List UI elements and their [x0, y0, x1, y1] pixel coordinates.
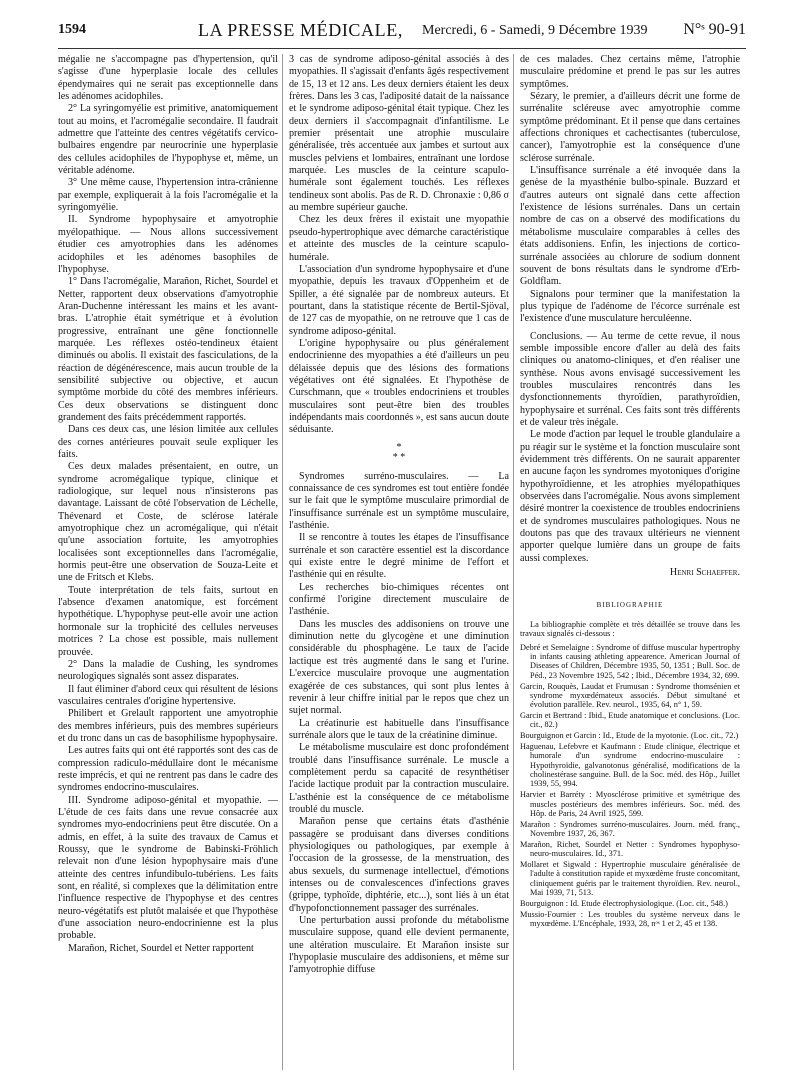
page-header — [58, 20, 746, 44]
journal-title: LA PRESSE MÉDICALE, — [198, 20, 403, 40]
issue-date: Mercredi, 6 - Samedi, 9 Décembre 1939 — [422, 23, 648, 38]
bibliography-title: BIBLIOGRAPHIE — [596, 601, 664, 610]
paragraph: Marañon pense que certains états d'asthénie passagère se produisant dans diverses conditions physiologiques ou pathologiques, par exemple à l'occasion de la grossesse, de la menstruation, des abus sexuels, du surmenage intellectuel, d'émotions intenses ou de convalescences d'infections graves (grippe, typhoïde, diphtérie, etc...), sont liés à un état d'hypofonctionnement passager des surrénales. — [289, 816, 509, 914]
paragraph: Dans ces deux cas, une lésion limitée aux cellules des cornes antérieures pouvait seule expliquer les faits. — [58, 424, 278, 460]
bibliography-intro: La bibliographie complète et très détaillée se trouve dans les travaux signalés ci-dessous : — [520, 619, 740, 639]
header-rule — [58, 48, 746, 49]
bibliography-entry: Garcin, Rouquès, Laudat et Frumusan : Syndrome thomsénien et syndrome myxœdémateux associés. Début simultané et évolution parallèle. Rev. neurol., 1935, 64, n° 1, 59. — [520, 681, 740, 710]
paragraph: Ces deux malades présentaient, en outre, un syndrome acromégalique typique, clinique et radiologique, sur lequel nous n'insisterons pas davantage. Laissant de côté l'observation de Léchelle, Thévenard et Coste, de sclérose latérale amyotrophique chez un acromégalique, qui n'était qu'une association fortuite, les amyotrophies localisées sont exceptionnelles dans l'acromégalie, hormis peut-être une observation de Souza-Leite et une de Fritsch et Klebs. — [58, 461, 278, 584]
paragraph: 3° Une même cause, l'hypertension intra-crânienne par exemple, expliquerait à la fois l'acromégalie et la syringomyélie. — [58, 177, 278, 214]
section-separator — [289, 443, 509, 463]
paragraph: 2° Dans la maladie de Cushing, les syndromes neurologiques signalés sont assez disparates. — [58, 658, 278, 683]
paragraph: 2° La syringomyélie est primitive, anatomiquement tout au moins, et l'acromégalie secondaire. Il faudrait admettre que l'atteinte des centres végétatifs cervico-bulbaires engendre par neurocrinie une hyperplasie des cellules acidophiles de l'hypophyse et, même, un véritable adénome. — [58, 103, 278, 177]
paragraph: Une perturbation aussi profonde du métabolisme musculaire suppose, quand elle devient permanente, une altération musculaire. Et Marañon insiste sur l'hypoplasie musculaire des addisoniens, et même sur l'amyotrophie diffuse — [289, 915, 509, 976]
column-1 — [58, 54, 278, 955]
section-heading-paragraph: II. Syndrome hypophysaire et amyotrophie myélopathique. — Nous allons successivement étudier ces amyotrophies dans les adénomes acidophiles et les adénomes basophiles de l'hypophyse. — [58, 214, 278, 275]
paragraph: Le métabolisme musculaire est donc profondément troublé dans l'insuffisance surrénale. Le muscle a complètement perdu sa capacité de resynthétiser l'acide lactique produit par la contraction musculaire. L'asthénie est la conséquence de ce métabolisme troublé du muscle. — [289, 742, 509, 815]
paragraph: Dans les muscles des addisoniens on trouve une diminution nette du glycogène et une diminution considérable du phosphagène. Le taux de l'acide lactique est très augmenté dans le sang et l'urine. L'exercice musculaire provoque une augmentation exagérée de ces substances, qui sont plus lentes à revenir à leur chiffre initial par le repos que chez un sujet normal. — [289, 618, 509, 717]
bibliography-entry: Mollaret et Sigwald : Hypertrophie musculaire généralisée de l'adulte à constitution rapide et myxœdème fruste concomitant, cliniquement guéris par le traitement thyroïdien. Rev. neurol., Mai 1939, 71, 513. — [520, 860, 740, 897]
conclusions-paragraph: Conclusions. — Au terme de cette revue, il nous semble impossible encore d'aller au delà des faits cliniques ou anatomo-cliniques, et d'en réaliser une synthèse. Nous avons envisagé successivement les troubles musculaires rencontrés dans les dysfonctionnements thyroïdien, parathyroïdien, hypophysaire et surrénal. Ces faits sont très différents et de valeur très inégale. — [520, 330, 740, 428]
section-heading-paragraph: III. Syndrome adiposo-génital et myopathie. — L'étude de ces faits dans une revue consacrée aux syndromes myo-endocriniens peut être discutée. On a admis, en effet, à la suite des travaux de Camus et Roussy, que le syndrome de Babinski-Fröhlich relevait non d'une lésion hypophysaire mais d'une atteinte des centres infundibulo-tubériens. Les faits sont, en réalité, si complexes que la délimitation entre l'influence respective de l'hypophyse et des centres neuro-végétatifs est plutôt malaisée et que l'hypothèse d'une association neuro-endocrinienne est la plus probable. — [58, 794, 278, 942]
paragraph: Philibert et Grelault rapportent une amyotrophie des membres inférieurs, puis des membres supérieurs et du tronc dans un cas de basophilisme hypophysaire. — [58, 708, 278, 744]
paragraph: Les autres faits qui ont été rapportés sont des cas de compression radiculo-médullaire dont le mécanisme reste imprécis, et qui ne rentrent pas dans le cadre des syndromes endocrino-musculaires. — [58, 745, 278, 794]
paragraph: Sézary, le premier, a d'ailleurs décrit une forme de surrénalite scléreuse avec amyotrophie comme symptôme prédominant. Et il pense que dans certaines affections chroniques et cachectisantes (tuberculose, cancer), l'amyotrophie est la conséquence d'une sclérose surrénale. — [520, 91, 740, 164]
bibliography-entry: Marañon, Richet, Sourdel et Netter : Syndromes hypophyso-neuro-musculaires. Id., 371. — [520, 839, 740, 859]
bibliography-entry: Harvier et Barréty : Myosclérose primitive et symétrique des muscles postérieurs des membres inférieurs. Soc. méd. des Hôp. de Paris, 24 Avril 1925, 599. — [520, 790, 740, 818]
paragraph: 3 cas de syndrome adiposo-génital associés à des myopathies. Il s'agissait d'enfants âgés respectivement de 15, 13 et 12 ans. Les deux derniers étaient les deux frères. Dans les 3 cas, l'adiposité datait de la naissance et le syndrome adiposo-génital était typique. Chez les deux derniers il s'accompagnait d'infantilisme. Le premier présentait une atrophie musculaire généralisée, très accentuée aux jambes et surtout aux muscles pelviens et lombaires, entraînant une lordose marquée. Les muscles de la ceinture scapulo-humérale sont également touchés. Les réflexes tendineux sont abolis. Pas de R. D. Chronaxie : 0,86 σ au membre supérieur gauche. — [289, 54, 509, 214]
bibliography-entry: Marañon : Syndromes surréno-musculaires. Journ. méd. franç., Novembre 1937, 26, 367. — [520, 819, 740, 838]
paragraph: La créatinurie est habituelle dans l'insuffisance surrénale alors que le taux de la créatinine diminue. — [289, 717, 509, 741]
section-heading-paragraph: Syndromes surréno-musculaires. — La connaissance de ces syndromes est tout entière fondée sur le fait que le symptôme musculaire primordial de l'insuffisance surrénale est un symptôme musculaire, l'asthénie. — [289, 470, 509, 532]
paragraph: L'origine hypophysaire ou plus généralement endocrinienne des myopathies a été d'ailleurs un peu délaissée depuis que des lésions des formations végétatives ont été signalées. Et l'hypothèse de Curschmann, que « troubles endocriniens et troubles musculaires sont peut-être bien des troubles indépendants mais coordonnés », est sans aucun doute séduisante. — [289, 337, 509, 436]
bibliography-entry: Debré et Semelaigne : Syndrome of diffuse muscular hypertrophy in infants causing athleting appearence. American Journal of Diseases of Children, Décembre 1935, 50, 1351 ; Bull. Soc. de Péd., 23 Novembre 1925, 542 ; Ibid., Décembre 1934, 32, 699. — [520, 642, 740, 680]
paragraph: Il faut éliminer d'abord ceux qui résultent de lésions vasculaires centrales d'origine hypertensive. — [58, 683, 278, 707]
paragraph: L'association d'un syndrome hypophysaire et d'une myopathie, depuis les travaux d'Oppenheim et de Spiller, a été signalée par de nombreux auteurs. Et pourtant, dans la statistique récente de Bertil-Sjöval, de 127 cas de myopathie, on ne retrouve que 1 cas de syndrome adiposo-génital. — [289, 263, 509, 337]
column-divider — [282, 54, 283, 1070]
asterism-top: * — [396, 441, 402, 453]
paragraph: Il se rencontre à toutes les étapes de l'insuffisance surrénale et son caractère essentiel est la discordance qui existe entre le degré minime de l'effort et l'asthénie qui en résulte. — [289, 532, 509, 581]
paragraph: Marañon, Richet, Sourdel et Netter rapportent — [68, 942, 254, 954]
paragraph: L'insuffisance surrénale a été invoquée dans la genèse de la myasthénie bulbo-spinale. Buzzard et d'autres auteurs ont signalé dans cette affection l'existence de lésions surrénales. Dans un certain nombre de cas on a observé des modifications du métabolisme musculaire comparables à celles des états addisoniens. Enfin, les injections de cortico-surrénale associées au chlorure de sodium donnent souvent de bons résultats dans le syndrome d'Erb-Goldflam. — [520, 165, 740, 288]
paragraph: Les recherches bio-chimiques récentes ont confirmé l'origine directement musculaire de l'asthénie. — [289, 581, 509, 618]
column-2 — [289, 54, 509, 977]
bibliography-entry: Bourguignon : Id. Etude électrophysiologique. (Loc. cit., 548.) — [520, 898, 728, 908]
issue-number: N°ˢ 90-91 — [683, 21, 746, 38]
paragraph: de ces malades. Chez certains même, l'atrophie musculaire prédomine et prend le pas sur les autres symptômes. — [520, 54, 740, 90]
column-divider — [513, 54, 514, 1070]
bibliography-entry: Garcin et Bertrand : Ibid., Etude anatomique et conclusions. (Loc. cit., 82.) — [520, 711, 740, 730]
asterism-bottom: * * — [392, 451, 406, 463]
paragraph: Chez les deux frères il existait une myopathie pseudo-hypertrophique avec démarche caractéristique et atteinte des muscles de la ceinture scapulo-humérale. — [289, 214, 509, 263]
author-signature: Henri Schaeffer. — [669, 567, 740, 579]
bibliography-entry: Mussio-Fournier : Les troubles du système nerveux dans le myxœdème. L'Encéphale, 1933, 28, nᵒˢ 1 et 2, 45 et 138. — [520, 909, 740, 929]
bibliography-entry: Haguenau, Lefebvre et Kaufmann : Etude clinique, électrique et humorale d'un syndrome endocrino-musculaire : Hypothyroïdie, galvanotonus généralisé, modifications de la cholinestérase sanguine. Bull. de la Soc. méd. des Hôp., Juillet 1939, 55, 994. — [520, 742, 740, 789]
page-number: 1594 — [58, 22, 86, 37]
paragraph: mégalie ne s'accompagne pas d'hypertension, qu'il s'agisse d'une hyperplasie locale des cellules épendymaires qui ne serait pas exceptionnelle dans les adénomes acidophiles. — [58, 54, 278, 103]
paragraph: Toute interprétation de tels faits, surtout en l'absence d'examen anatomique, est forcément hypothétique. L'hypophyse peut-elle avoir une action hormonale sur la trophicité des cellules nerveuses motrices ? La chose est possible, mais nullement prouvée. — [58, 584, 278, 658]
column-3 — [520, 54, 740, 930]
paragraph: Le mode d'action par lequel le trouble glandulaire a pu réagir sur le système et la fonction musculaire sont évidemment très différents. On ne saurait apparenter en aucune façon les syndromes myotoniques d'origine hypothyroïdienne, et les atrophies myélopathiques observées dans l'acromégalie. Nous avons simplement désiré montrer la coexistence de troubles endocriniens et de syndromes musculaires pathologiques. Nous ne doutons pas que des travaux ultérieurs ne viennent apporter quelque lumière dans un groupe de faits aussi complexes. — [520, 429, 740, 564]
paragraph: Signalons pour terminer que la manifestation la plus typique de l'adénome de l'écorce surrénale est l'existence d'une musculature herculéenne. — [520, 288, 740, 325]
paragraph: 1° Dans l'acromégalie, Marañon, Richet, Sourdel et Netter, rapportent deux observations d'amyotrophie Aran-Duchenne intéressant les mains et les avant-bras. L'atrophie était symétrique et à évolution progressive, entraînant une gêne fonctionnelle marquée. Les réflexes ostéo-tendineux étaient diminués ou abolis. Il existait des fasciculations, de la réaction de dégénérescence, mais aucun trouble de la sensibilité subjective ou objective, et aucun symptôme morbide du côté des membres inférieurs. Ces deux observations se distinguent donc grandement des faits précédemment rapportés. — [58, 276, 278, 423]
bibliography-entry: Bourguignon et Garcin : Id., Etude de la myotonie. (Loc. cit., 72.) — [520, 731, 739, 741]
